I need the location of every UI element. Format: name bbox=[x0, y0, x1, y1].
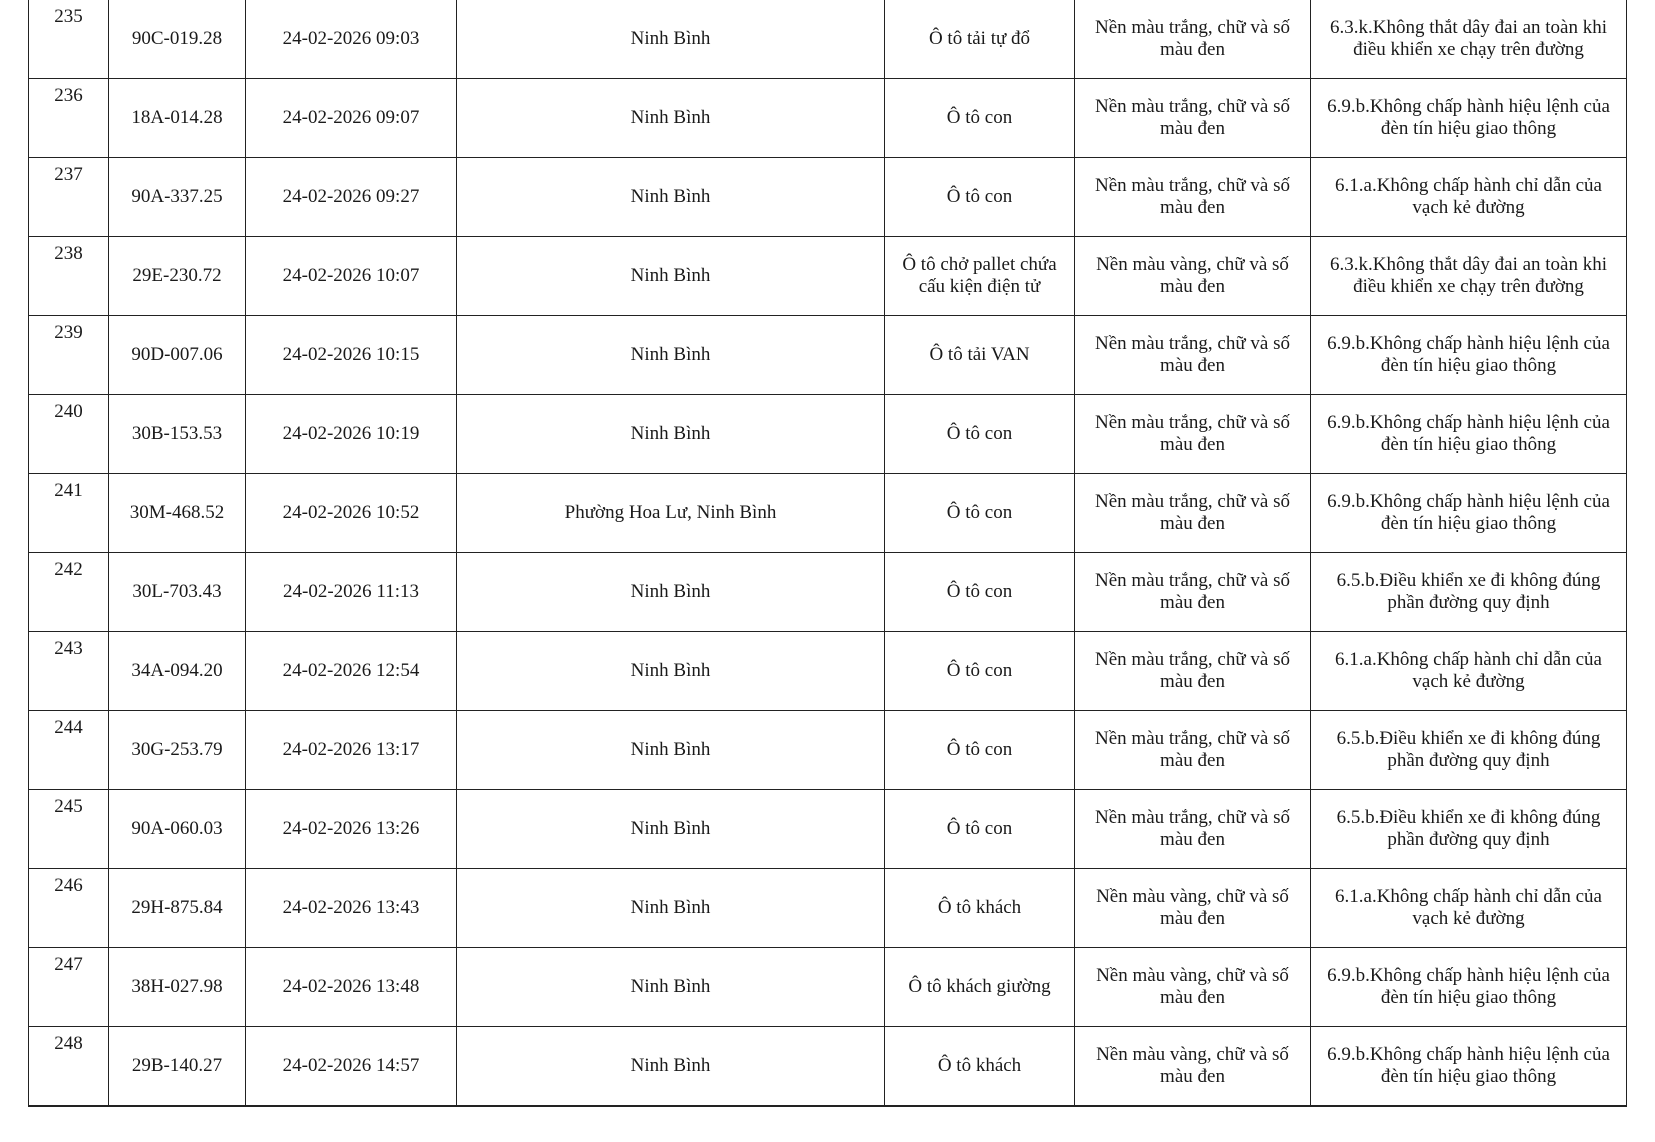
plate-color-cell bbox=[1075, 948, 1311, 1027]
violation-description-text: 6.9.b.Không chấp hành hiệu lệnh của đèn tín hiệu giao thông bbox=[1327, 96, 1610, 139]
violation-location-cell bbox=[457, 79, 885, 158]
license-plate-cell bbox=[109, 948, 246, 1027]
row-number-text: 244 bbox=[54, 717, 83, 738]
violation-description-text: 6.5.b.Điều khiển xe đi không đúng phần đường quy định bbox=[1336, 807, 1601, 850]
row-number-text: 238 bbox=[54, 243, 83, 264]
violation-time-text: 24-02-2026 09:27 bbox=[282, 186, 420, 207]
vehicle-type-cell bbox=[885, 948, 1075, 1027]
violation-time-cell bbox=[246, 1027, 457, 1107]
vehicle-type-text: Ô tô con bbox=[946, 186, 1013, 207]
violation-location-cell bbox=[457, 869, 885, 948]
row-number-text: 237 bbox=[54, 164, 83, 185]
row-number-cell bbox=[29, 711, 109, 790]
violation-time-text: 24-02-2026 13:43 bbox=[282, 897, 420, 918]
table-row bbox=[29, 158, 1627, 237]
violation-location-cell bbox=[457, 316, 885, 395]
vehicle-type-cell bbox=[885, 474, 1075, 553]
violation-time-cell bbox=[246, 553, 457, 632]
vehicle-type-text: Ô tô con bbox=[946, 502, 1013, 523]
plate-color-cell bbox=[1075, 395, 1311, 474]
plate-color-cell bbox=[1075, 711, 1311, 790]
violation-description-cell bbox=[1311, 395, 1627, 474]
vehicle-type-cell bbox=[885, 316, 1075, 395]
violation-time-text: 24-02-2026 10:52 bbox=[282, 502, 420, 523]
license-plate-cell bbox=[109, 395, 246, 474]
vehicle-type-cell bbox=[885, 553, 1075, 632]
license-plate-text: 34A-094.20 bbox=[131, 660, 223, 681]
row-number-text: 246 bbox=[54, 875, 83, 896]
license-plate-text: 30M-468.52 bbox=[129, 502, 225, 523]
violation-time-text: 24-02-2026 11:13 bbox=[283, 581, 419, 602]
license-plate-text: 29B-140.27 bbox=[131, 1055, 223, 1076]
table-row bbox=[29, 1027, 1627, 1107]
violation-time-text: 24-02-2026 09:03 bbox=[282, 28, 420, 49]
violation-time-cell bbox=[246, 711, 457, 790]
license-plate-cell bbox=[109, 790, 246, 869]
violation-location-cell bbox=[457, 632, 885, 711]
table-row bbox=[29, 632, 1627, 711]
vehicle-type-cell bbox=[885, 158, 1075, 237]
violation-location-text: Ninh Bình bbox=[630, 28, 711, 49]
violation-description-cell bbox=[1311, 553, 1627, 632]
license-plate-text: 29H-875.84 bbox=[131, 897, 223, 918]
violation-location-cell bbox=[457, 1027, 885, 1107]
violation-description-text: 6.1.a.Không chấp hành chỉ dẫn của vạch kẻ đường bbox=[1335, 649, 1602, 692]
violation-description-cell bbox=[1311, 948, 1627, 1027]
plate-color-cell bbox=[1075, 316, 1311, 395]
violation-description-text: 6.9.b.Không chấp hành hiệu lệnh của đèn tín hiệu giao thông bbox=[1327, 412, 1610, 455]
violation-time-cell bbox=[246, 237, 457, 316]
vehicle-type-text: Ô tô chở pallet chứa cấu kiện điện tử bbox=[902, 254, 1057, 297]
violations-sheet bbox=[28, 0, 1626, 1107]
violation-description-text: 6.5.b.Điều khiển xe đi không đúng phần đường quy định bbox=[1336, 570, 1601, 613]
plate-color-text: Nền màu trắng, chữ và số màu đen bbox=[1095, 412, 1290, 455]
violation-time-cell bbox=[246, 158, 457, 237]
row-number-cell bbox=[29, 553, 109, 632]
plate-color-cell bbox=[1075, 869, 1311, 948]
violation-time-cell bbox=[246, 474, 457, 553]
violation-description-text: 6.5.b.Điều khiển xe đi không đúng phần đường quy định bbox=[1336, 728, 1601, 771]
violation-time-cell bbox=[246, 395, 457, 474]
violation-time-text: 24-02-2026 14:57 bbox=[282, 1055, 420, 1076]
violation-time-text: 24-02-2026 13:48 bbox=[282, 976, 420, 997]
plate-color-text: Nền màu vàng, chữ và số màu đen bbox=[1096, 1044, 1289, 1087]
license-plate-cell bbox=[109, 869, 246, 948]
violation-time-cell bbox=[246, 948, 457, 1027]
violation-time-cell bbox=[246, 79, 457, 158]
plate-color-text: Nền màu trắng, chữ và số màu đen bbox=[1095, 570, 1290, 613]
license-plate-text: 90D-007.06 bbox=[131, 344, 223, 365]
plate-color-cell bbox=[1075, 790, 1311, 869]
row-number-text: 241 bbox=[54, 480, 83, 501]
vehicle-type-text: Ô tô con bbox=[946, 423, 1013, 444]
violation-time-cell bbox=[246, 632, 457, 711]
violation-description-text: 6.1.a.Không chấp hành chỉ dẫn của vạch kẻ đường bbox=[1335, 175, 1602, 218]
table-row bbox=[29, 237, 1627, 316]
violation-description-text: 6.1.a.Không chấp hành chỉ dẫn của vạch kẻ đường bbox=[1335, 886, 1602, 929]
violation-location-cell bbox=[457, 158, 885, 237]
vehicle-type-text: Ô tô con bbox=[946, 660, 1013, 681]
table-row bbox=[29, 948, 1627, 1027]
table-row bbox=[29, 790, 1627, 869]
violation-location-cell bbox=[457, 474, 885, 553]
plate-color-text: Nền màu trắng, chữ và số màu đen bbox=[1095, 807, 1290, 850]
vehicle-type-cell bbox=[885, 790, 1075, 869]
violation-location-cell bbox=[457, 0, 885, 79]
row-number-cell bbox=[29, 158, 109, 237]
vehicle-type-cell bbox=[885, 0, 1075, 79]
plate-color-text: Nền màu trắng, chữ và số màu đen bbox=[1095, 96, 1290, 139]
violation-location-cell bbox=[457, 237, 885, 316]
plate-color-text: Nền màu trắng, chữ và số màu đen bbox=[1095, 333, 1290, 376]
violation-description-cell bbox=[1311, 632, 1627, 711]
violation-location-text: Ninh Bình bbox=[630, 186, 711, 207]
violation-time-text: 24-02-2026 13:26 bbox=[282, 818, 420, 839]
license-plate-text: 30L-703.43 bbox=[132, 581, 222, 602]
vehicle-type-text: Ô tô tải VAN bbox=[929, 344, 1030, 365]
license-plate-text: 30G-253.79 bbox=[131, 739, 223, 760]
violation-time-cell bbox=[246, 869, 457, 948]
row-number-text: 235 bbox=[54, 6, 83, 27]
violation-description-cell bbox=[1311, 474, 1627, 553]
vehicle-type-text: Ô tô khách giường bbox=[908, 976, 1051, 997]
violation-time-text: 24-02-2026 09:07 bbox=[282, 107, 420, 128]
violation-time-text: 24-02-2026 12:54 bbox=[282, 660, 420, 681]
violation-location-cell bbox=[457, 948, 885, 1027]
violation-description-text: 6.3.k.Không thắt dây đai an toàn khi điều khiển xe chạy trên đường bbox=[1329, 17, 1608, 60]
violation-description-text: 6.3.k.Không thắt dây đai an toàn khi điều khiển xe chạy trên đường bbox=[1329, 254, 1608, 297]
plate-color-text: Nền màu trắng, chữ và số màu đen bbox=[1095, 17, 1290, 60]
vehicle-type-text: Ô tô con bbox=[946, 739, 1013, 760]
row-number-cell bbox=[29, 948, 109, 1027]
license-plate-text: 90C-019.28 bbox=[131, 28, 223, 49]
table-row bbox=[29, 395, 1627, 474]
violation-description-cell bbox=[1311, 711, 1627, 790]
vehicle-type-text: Ô tô khách bbox=[937, 897, 1022, 918]
row-number-cell bbox=[29, 237, 109, 316]
row-number-cell bbox=[29, 1027, 109, 1107]
violation-description-text: 6.9.b.Không chấp hành hiệu lệnh của đèn tín hiệu giao thông bbox=[1327, 333, 1610, 376]
violation-location-cell bbox=[457, 711, 885, 790]
row-number-cell bbox=[29, 790, 109, 869]
violation-location-text: Ninh Bình bbox=[630, 265, 711, 286]
plate-color-text: Nền màu vàng, chữ và số màu đen bbox=[1096, 254, 1289, 297]
plate-color-text: Nền màu trắng, chữ và số màu đen bbox=[1095, 491, 1290, 534]
vehicle-type-cell bbox=[885, 711, 1075, 790]
violation-location-text: Ninh Bình bbox=[630, 423, 711, 444]
row-number-text: 247 bbox=[54, 954, 83, 975]
violation-description-text: 6.9.b.Không chấp hành hiệu lệnh của đèn tín hiệu giao thông bbox=[1327, 965, 1610, 1008]
vehicle-type-text: Ô tô khách bbox=[937, 1055, 1022, 1076]
violation-description-text: 6.9.b.Không chấp hành hiệu lệnh của đèn tín hiệu giao thông bbox=[1327, 491, 1610, 534]
violation-description-cell bbox=[1311, 0, 1627, 79]
vehicle-type-cell bbox=[885, 79, 1075, 158]
vehicle-type-text: Ô tô con bbox=[946, 107, 1013, 128]
vehicle-type-text: Ô tô con bbox=[946, 581, 1013, 602]
row-number-cell bbox=[29, 316, 109, 395]
plate-color-text: Nền màu trắng, chữ và số màu đen bbox=[1095, 175, 1290, 218]
license-plate-text: 38H-027.98 bbox=[131, 976, 223, 997]
license-plate-cell bbox=[109, 0, 246, 79]
violation-time-cell bbox=[246, 0, 457, 79]
violation-location-text: Ninh Bình bbox=[630, 739, 711, 760]
plate-color-cell bbox=[1075, 474, 1311, 553]
table-row bbox=[29, 79, 1627, 158]
row-number-cell bbox=[29, 474, 109, 553]
plate-color-cell bbox=[1075, 79, 1311, 158]
vehicle-type-cell bbox=[885, 237, 1075, 316]
violation-location-text: Ninh Bình bbox=[630, 897, 711, 918]
violation-location-text: Ninh Bình bbox=[630, 344, 711, 365]
violation-description-cell bbox=[1311, 316, 1627, 395]
violation-location-text: Ninh Bình bbox=[630, 660, 711, 681]
plate-color-text: Nền màu vàng, chữ và số màu đen bbox=[1096, 965, 1289, 1008]
license-plate-cell bbox=[109, 237, 246, 316]
license-plate-cell bbox=[109, 474, 246, 553]
plate-color-text: Nền màu trắng, chữ và số màu đen bbox=[1095, 649, 1290, 692]
row-number-text: 245 bbox=[54, 796, 83, 817]
row-number-text: 236 bbox=[54, 85, 83, 106]
violation-description-cell bbox=[1311, 79, 1627, 158]
row-number-text: 242 bbox=[54, 559, 83, 580]
table-row bbox=[29, 869, 1627, 948]
plate-color-cell bbox=[1075, 237, 1311, 316]
violation-location-text: Ninh Bình bbox=[630, 581, 711, 602]
violation-description-cell bbox=[1311, 869, 1627, 948]
violation-location-cell bbox=[457, 395, 885, 474]
license-plate-cell bbox=[109, 553, 246, 632]
vehicle-type-cell bbox=[885, 632, 1075, 711]
vehicle-type-cell bbox=[885, 869, 1075, 948]
row-number-cell bbox=[29, 869, 109, 948]
table-row bbox=[29, 0, 1627, 79]
violation-location-text: Ninh Bình bbox=[630, 1055, 711, 1076]
license-plate-text: 29E-230.72 bbox=[132, 265, 222, 286]
row-number-text: 243 bbox=[54, 638, 83, 659]
violation-location-text: Ninh Bình bbox=[630, 976, 711, 997]
license-plate-text: 90A-060.03 bbox=[131, 818, 223, 839]
license-plate-text: 30B-153.53 bbox=[131, 423, 223, 444]
license-plate-text: 90A-337.25 bbox=[131, 186, 223, 207]
vehicle-type-text: Ô tô con bbox=[946, 818, 1013, 839]
violations-table bbox=[28, 0, 1627, 1107]
license-plate-cell bbox=[109, 158, 246, 237]
table-row bbox=[29, 711, 1627, 790]
violation-location-text: Ninh Bình bbox=[630, 107, 711, 128]
vehicle-type-cell bbox=[885, 395, 1075, 474]
plate-color-cell bbox=[1075, 553, 1311, 632]
row-number-cell bbox=[29, 79, 109, 158]
license-plate-text: 18A-014.28 bbox=[131, 107, 223, 128]
table-row bbox=[29, 474, 1627, 553]
table-row bbox=[29, 316, 1627, 395]
violation-time-cell bbox=[246, 790, 457, 869]
plate-color-text: Nền màu trắng, chữ và số màu đen bbox=[1095, 728, 1290, 771]
row-number-text: 239 bbox=[54, 322, 83, 343]
plate-color-text: Nền màu vàng, chữ và số màu đen bbox=[1096, 886, 1289, 929]
table-row bbox=[29, 553, 1627, 632]
row-number-text: 248 bbox=[54, 1033, 83, 1054]
license-plate-cell bbox=[109, 316, 246, 395]
plate-color-cell bbox=[1075, 158, 1311, 237]
license-plate-cell bbox=[109, 1027, 246, 1107]
plate-color-cell bbox=[1075, 0, 1311, 79]
violation-description-cell bbox=[1311, 790, 1627, 869]
violation-location-cell bbox=[457, 553, 885, 632]
violation-time-text: 24-02-2026 10:07 bbox=[282, 265, 420, 286]
vehicle-type-cell bbox=[885, 1027, 1075, 1107]
violation-description-cell bbox=[1311, 1027, 1627, 1107]
license-plate-cell bbox=[109, 711, 246, 790]
violation-description-text: 6.9.b.Không chấp hành hiệu lệnh của đèn tín hiệu giao thông bbox=[1327, 1044, 1610, 1087]
violation-time-cell bbox=[246, 316, 457, 395]
violation-location-cell bbox=[457, 790, 885, 869]
violation-description-cell bbox=[1311, 158, 1627, 237]
row-number-text: 240 bbox=[54, 401, 83, 422]
violation-location-text: Ninh Bình bbox=[630, 818, 711, 839]
row-number-cell bbox=[29, 632, 109, 711]
plate-color-cell bbox=[1075, 632, 1311, 711]
violation-location-text: Phường Hoa Lư, Ninh Bình bbox=[564, 502, 777, 523]
violation-description-cell bbox=[1311, 237, 1627, 316]
row-number-cell bbox=[29, 395, 109, 474]
violation-time-text: 24-02-2026 13:17 bbox=[282, 739, 420, 760]
row-number-cell bbox=[29, 0, 109, 79]
violations-table-body bbox=[29, 0, 1627, 1106]
violation-time-text: 24-02-2026 10:15 bbox=[282, 344, 420, 365]
license-plate-cell bbox=[109, 79, 246, 158]
vehicle-type-text: Ô tô tải tự đổ bbox=[928, 28, 1031, 49]
plate-color-cell bbox=[1075, 1027, 1311, 1107]
license-plate-cell bbox=[109, 632, 246, 711]
violation-time-text: 24-02-2026 10:19 bbox=[282, 423, 420, 444]
